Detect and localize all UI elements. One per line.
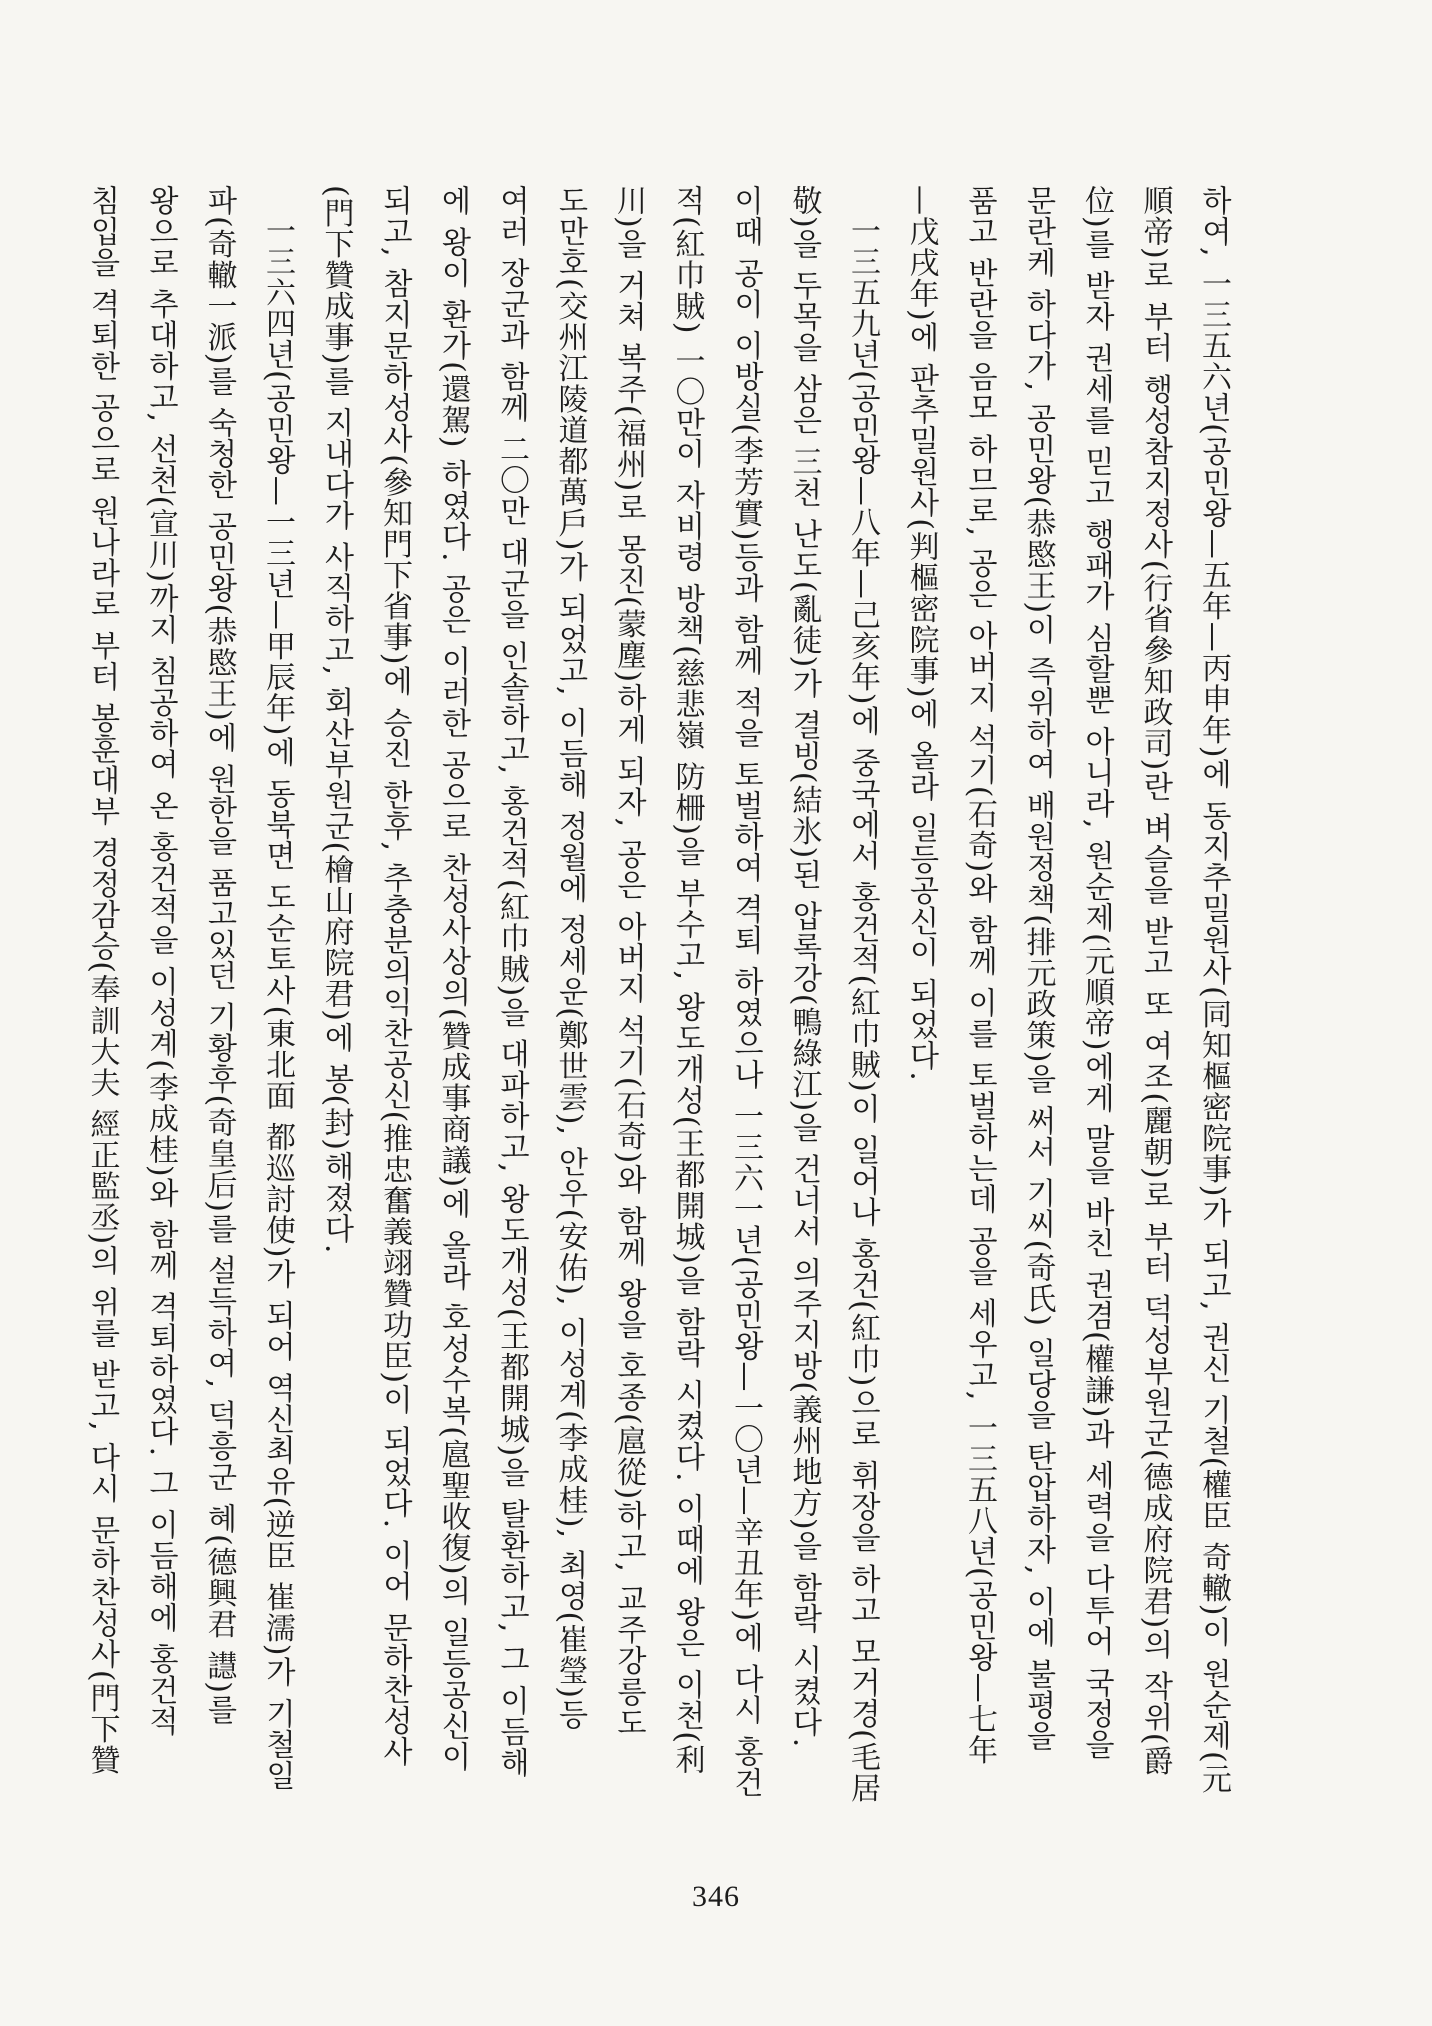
text-column: 이때 공이 이방실(李芳實)등과 함께 적을 토벌하여 격퇴 하였으나 一三六一년(공민왕—一〇년—辛丑年)에 다시 홍건 xyxy=(728,185,763,1799)
text-column: 품고 반란을 음모 하므로, 공은 아버지 석기(石奇)와 함께 이를 토벌하는데 공을 세우고, 一三五八년(공민왕—七年 xyxy=(962,185,997,1766)
text-column: 도만호(交州江陵道都萬戶)가 되었고, 이듬해 정월에 정세운(鄭世雲), 안우(安佑), 이성계(李成桂), 최영(崔瑩)등 xyxy=(552,185,588,1730)
text-column: 되고, 참지문하성사(參知門下省事)에 승진 한후, 추충분의익찬공신(推忠奮義翊贊功臣)이 되었다. 이어 문하찬성사 xyxy=(377,185,412,1768)
text-column: 문란케 하다가, 공민왕(恭愍王)이 즉위하여 배원정책(排元政策)을 써서 기씨(奇氏) 일당을 탄압하자, 이에 불평을 xyxy=(1020,185,1056,1752)
text-column: 一三六四년(공민왕—一三년—甲辰年)에 동북면 도순토사(東北面 都巡討使)가 되어 역신최유(逆臣 崔濡)가 기철일 xyxy=(260,215,295,1791)
text-column: 침입을 격퇴한 공으로 원나라로 부터 봉훈대부 경정감승(奉訓大夫 經正監丞)의 위를 받고, 다시 문하찬성사(門下贊 xyxy=(84,185,120,1776)
text-column: 敬)을 두목을 삼은 三천 난도(亂徒)가 결빙(結氷)된 압록강(鴨綠江)을 건너서 의주지방(義州地方)을 함락 시켰다. xyxy=(786,185,822,1749)
text-column: 여러 장군과 함께 二〇만 대군을 인솔하고, 홍건적(紅巾賊)을 대파하고, 왕도개성(王都開城)을 탈환하고, 그 이듬해 xyxy=(494,185,529,1779)
vertical-text-block xyxy=(84,185,1242,1825)
text-column: 하여, 一三五六년(공민왕—五年—丙申年)에 동지추밀원사(同知樞密院事)가 되고, 권신 기철(權臣 奇轍)이 원순제(元 xyxy=(1196,185,1231,1795)
text-column: 川)을 거쳐 복주(福州)로 몽진(蒙塵)하게 되자, 공은 아버지 석기(石奇)와 함께 왕을 호종(扈從)하고, 교주강릉도 xyxy=(611,185,646,1739)
page-number: 346 xyxy=(692,1880,740,1913)
text-column: 파(奇轍一派)를 숙청한 공민왕(恭愍王)에 원한을 품고있던 기황후(奇皇后)를 설득하여, 덕흥군 혜(德興君 譿)를 xyxy=(201,185,237,1725)
text-column: (門下贊成事)를 지내다가 사직하고, 회산부원군(檜山府院君)에 봉(封)해졌다. xyxy=(318,185,354,1255)
text-column: —戊戌年)에 판추밀원사(判樞密院事)에 올라 일등공신이 되었다. xyxy=(903,185,939,1082)
text-column: 位)를 받자 권세를 믿고 행패가 심할뿐 아니라, 원순제(元順帝)에게 말을 바친 권겸(權謙)과 세력을 다투어 국정을 xyxy=(1079,185,1114,1761)
text-column: 에 왕이 환가(還駕) 하였다. 공은 이러한 공으로 찬성사상의(贊成事商議)에 올라 호성수복(扈聖收復)의 일등공신이 xyxy=(435,185,471,1773)
text-column: 一三五九년(공민왕—八年—己亥年)에 중국에서 홍건적(紅巾賊)이 일어나 홍건(紅巾)으로 휘장을 하고 모거경(毛居 xyxy=(845,215,880,1804)
text-column: 왕으로 추대하고, 선천(宣川)까지 침공하여 온 홍건적을 이성계(李成桂)와 함께 격퇴하였다. 그 이듬해에 홍건적 xyxy=(143,185,178,1737)
text-column: 順帝)로 부터 행성참지정사(行省參知政司)란 벼슬을 받고 또 여조(麗朝)로 부터 덕성부원군(德成府院君)의 작위(爵 xyxy=(1137,185,1173,1777)
text-column: 적(紅巾賊) 一〇만이 자비령 방책(慈悲嶺 防柵)을 부수고, 왕도개성(王都開城)을 함락 시켰다. 이때에 왕은 이천(利 xyxy=(669,185,705,1775)
